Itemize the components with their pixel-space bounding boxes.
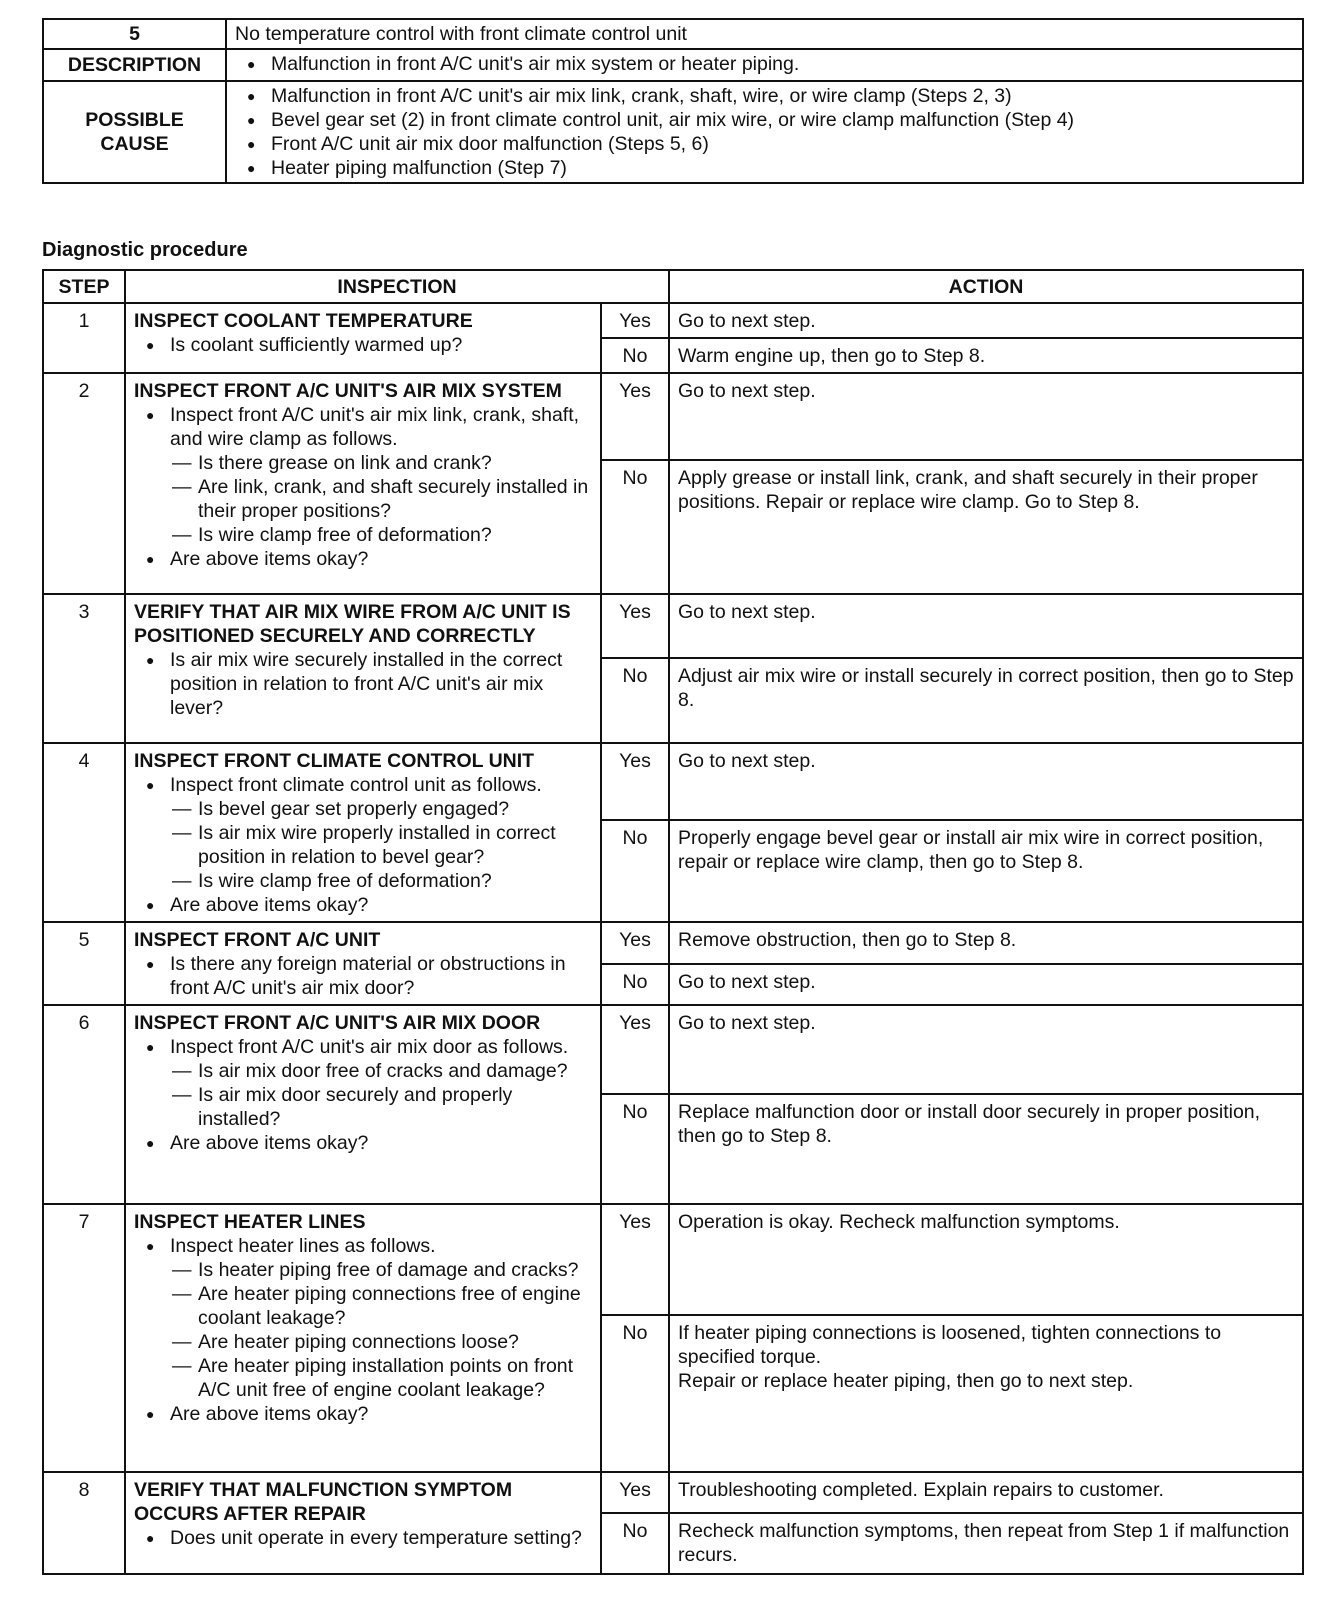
- yes-label: Yes: [601, 743, 669, 820]
- sub-check-item: — Is wire clamp free of deformation?: [134, 523, 592, 547]
- no-label: No: [601, 338, 669, 373]
- step-title: INSPECT FRONT A/C UNIT: [134, 929, 381, 951]
- step-row: [43, 303, 1303, 338]
- diagnostic-procedure-table: [42, 269, 1304, 1575]
- step-title: INSPECT FRONT A/C UNIT'S AIR MIX DOOR: [134, 1012, 541, 1034]
- summary-table: [42, 18, 1304, 184]
- yes-label: Yes: [601, 1472, 669, 1513]
- step-title: INSPECT FRONT CLIMATE CONTROL UNIT: [134, 750, 535, 772]
- step-inspection: [125, 1472, 601, 1574]
- sub-check-item: — Are heater piping installation points on front A/C unit free of engine coolant leakage?: [134, 1354, 592, 1402]
- step-inspection: [125, 1204, 601, 1472]
- yes-label: Yes: [601, 1204, 669, 1315]
- check-item: ● Are above items okay?: [134, 1402, 592, 1426]
- sub-check-item: — Are link, crank, and shaft securely installed in their proper positions?: [134, 475, 592, 523]
- check-item: ● Is air mix wire securely installed in the correct position in relation to front A/C unit's air mix lever?: [134, 648, 592, 720]
- no-label: No: [601, 1513, 669, 1574]
- description-label: DESCRIPTION: [43, 49, 226, 81]
- possible-cause-list: [235, 84, 1294, 180]
- check-item: ● Inspect front A/C unit's air mix door as follows.: [134, 1035, 592, 1059]
- sub-check-item: — Is heater piping free of damage and cracks?: [134, 1258, 592, 1282]
- yes-action: Go to next step.: [669, 303, 1303, 338]
- no-action: Apply grease or install link, crank, and shaft securely in their proper positions. Repair or replace wire clamp. Go to Step 8.: [669, 460, 1303, 594]
- sub-check-item: — Is bevel gear set properly engaged?: [134, 797, 592, 821]
- check-item: ● Inspect front A/C unit's air mix link, crank, shaft, and wire clamp as follows.: [134, 403, 592, 451]
- yes-label: Yes: [601, 373, 669, 460]
- step-inspection: [125, 743, 601, 922]
- sub-check-item: — Are heater piping connections loose?: [134, 1330, 592, 1354]
- step-number: 1: [43, 303, 125, 373]
- step-row: [43, 743, 1303, 820]
- step-number: 4: [43, 743, 125, 922]
- sub-check-item: — Is there grease on link and crank?: [134, 451, 592, 475]
- yes-action: Operation is okay. Recheck malfunction symptoms.: [669, 1204, 1303, 1315]
- procedure-body: [43, 303, 1303, 1574]
- sub-check-item: — Is air mix door securely and properly installed?: [134, 1083, 592, 1131]
- possible-cause-item: ● Front A/C unit air mix door malfunction (Steps 5, 6): [235, 132, 1294, 156]
- step-inspection: [125, 922, 601, 1005]
- step-column-header: STEP: [43, 270, 125, 303]
- step-title: VERIFY THAT AIR MIX WIRE FROM A/C UNIT IS POSITIONED SECURELY AND CORRECTLY: [134, 601, 571, 647]
- yes-action: Remove obstruction, then go to Step 8.: [669, 922, 1303, 964]
- sub-check-item: — Is air mix wire properly installed in correct position in relation to bevel gear?: [134, 821, 592, 869]
- possible-cause-item: ● Bevel gear set (2) in front climate control unit, air mix wire, or wire clamp malfunction (Step 4): [235, 108, 1294, 132]
- sub-check-item: — Is wire clamp free of deformation?: [134, 869, 592, 893]
- no-label: No: [601, 820, 669, 922]
- possible-cause-label-line1: POSSIBLE: [85, 109, 184, 131]
- no-label: No: [601, 460, 669, 594]
- step-inspection: [125, 594, 601, 743]
- step-number: 3: [43, 594, 125, 743]
- step-number: 2: [43, 373, 125, 594]
- possible-cause-item: ● Heater piping malfunction (Step 7): [235, 156, 1294, 180]
- step-check-list: [134, 333, 592, 357]
- no-action: If heater piping connections is loosened, tighten connections to specified torque. Repair or replace heater piping, then go to next step.: [669, 1315, 1303, 1472]
- step-row: [43, 373, 1303, 460]
- description-item: ● Malfunction in front A/C unit's air mix system or heater piping.: [235, 52, 1294, 76]
- yes-action: Go to next step.: [669, 594, 1303, 658]
- yes-action: Go to next step.: [669, 743, 1303, 820]
- step-title: INSPECT HEATER LINES: [134, 1211, 366, 1233]
- step-check-list: [134, 1526, 592, 1550]
- check-item: ● Are above items okay?: [134, 547, 592, 571]
- step-row: [43, 922, 1303, 964]
- step-inspection: [125, 303, 601, 373]
- check-item: ● Are above items okay?: [134, 1131, 592, 1155]
- symptom-title: No temperature control with front climate control unit: [226, 19, 1303, 49]
- yes-label: Yes: [601, 1005, 669, 1094]
- possible-cause-label: [43, 81, 226, 183]
- yes-action: Go to next step.: [669, 1005, 1303, 1094]
- step-title: INSPECT FRONT A/C UNIT'S AIR MIX SYSTEM: [134, 380, 562, 402]
- symptom-number: 5: [43, 19, 226, 49]
- no-label: No: [601, 964, 669, 1005]
- sub-check-item: — Is air mix door free of cracks and damage?: [134, 1059, 592, 1083]
- yes-label: Yes: [601, 922, 669, 964]
- step-inspection: [125, 1005, 601, 1204]
- step-check-list: [134, 773, 592, 917]
- yes-label: Yes: [601, 303, 669, 338]
- action-column-header: ACTION: [669, 270, 1303, 303]
- no-action: Adjust air mix wire or install securely in correct position, then go to Step 8.: [669, 658, 1303, 743]
- no-label: No: [601, 658, 669, 743]
- diagnostic-procedure-heading: Diagnostic procedure: [42, 239, 248, 261]
- procedure-header-row: [43, 270, 1303, 303]
- check-item: ● Is coolant sufficiently warmed up?: [134, 333, 592, 357]
- possible-cause-label-line2: CAUSE: [100, 133, 169, 155]
- description-cell: [226, 49, 1303, 81]
- step-title: INSPECT COOLANT TEMPERATURE: [134, 310, 473, 332]
- step-check-list: [134, 403, 592, 571]
- no-label: No: [601, 1094, 669, 1204]
- summary-title-row: [43, 19, 1303, 49]
- step-number: 6: [43, 1005, 125, 1204]
- summary-description-row: [43, 49, 1303, 81]
- step-number: 7: [43, 1204, 125, 1472]
- step-row: [43, 1472, 1303, 1513]
- step-inspection: [125, 373, 601, 594]
- step-title: VERIFY THAT MALFUNCTION SYMPTOM OCCURS AFTER REPAIR: [134, 1479, 513, 1525]
- no-action: Warm engine up, then go to Step 8.: [669, 338, 1303, 373]
- no-action: Recheck malfunction symptoms, then repeat from Step 1 if malfunction recurs.: [669, 1513, 1303, 1574]
- inspection-column-header: INSPECTION: [125, 270, 669, 303]
- possible-cause-cell: [226, 81, 1303, 183]
- check-item: ● Does unit operate in every temperature setting?: [134, 1526, 592, 1550]
- check-item: ● Inspect heater lines as follows.: [134, 1234, 592, 1258]
- sub-check-item: — Are heater piping connections free of engine coolant leakage?: [134, 1282, 592, 1330]
- no-action: Go to next step.: [669, 964, 1303, 1005]
- step-check-list: [134, 1035, 592, 1155]
- step-number: 8: [43, 1472, 125, 1574]
- step-row: [43, 1005, 1303, 1094]
- summary-cause-row: [43, 81, 1303, 183]
- no-label: No: [601, 1315, 669, 1472]
- yes-label: Yes: [601, 594, 669, 658]
- step-row: [43, 594, 1303, 658]
- check-item: ● Is there any foreign material or obstructions in front A/C unit's air mix door?: [134, 952, 592, 1000]
- yes-action: Troubleshooting completed. Explain repairs to customer.: [669, 1472, 1303, 1513]
- step-number: 5: [43, 922, 125, 1005]
- step-row: [43, 1204, 1303, 1315]
- check-item: ● Are above items okay?: [134, 893, 592, 917]
- step-check-list: [134, 952, 592, 1000]
- possible-cause-item: ● Malfunction in front A/C unit's air mix link, crank, shaft, wire, or wire clamp (Steps 2, 3): [235, 84, 1294, 108]
- no-action: Replace malfunction door or install door securely in proper position, then go to Step 8.: [669, 1094, 1303, 1204]
- step-check-list: [134, 1234, 592, 1426]
- no-action: Properly engage bevel gear or install air mix wire in correct position, repair or replace wire clamp, then go to Step 8.: [669, 820, 1303, 922]
- description-list: [235, 52, 1294, 76]
- check-item: ● Inspect front climate control unit as follows.: [134, 773, 592, 797]
- step-check-list: [134, 648, 592, 720]
- yes-action: Go to next step.: [669, 373, 1303, 460]
